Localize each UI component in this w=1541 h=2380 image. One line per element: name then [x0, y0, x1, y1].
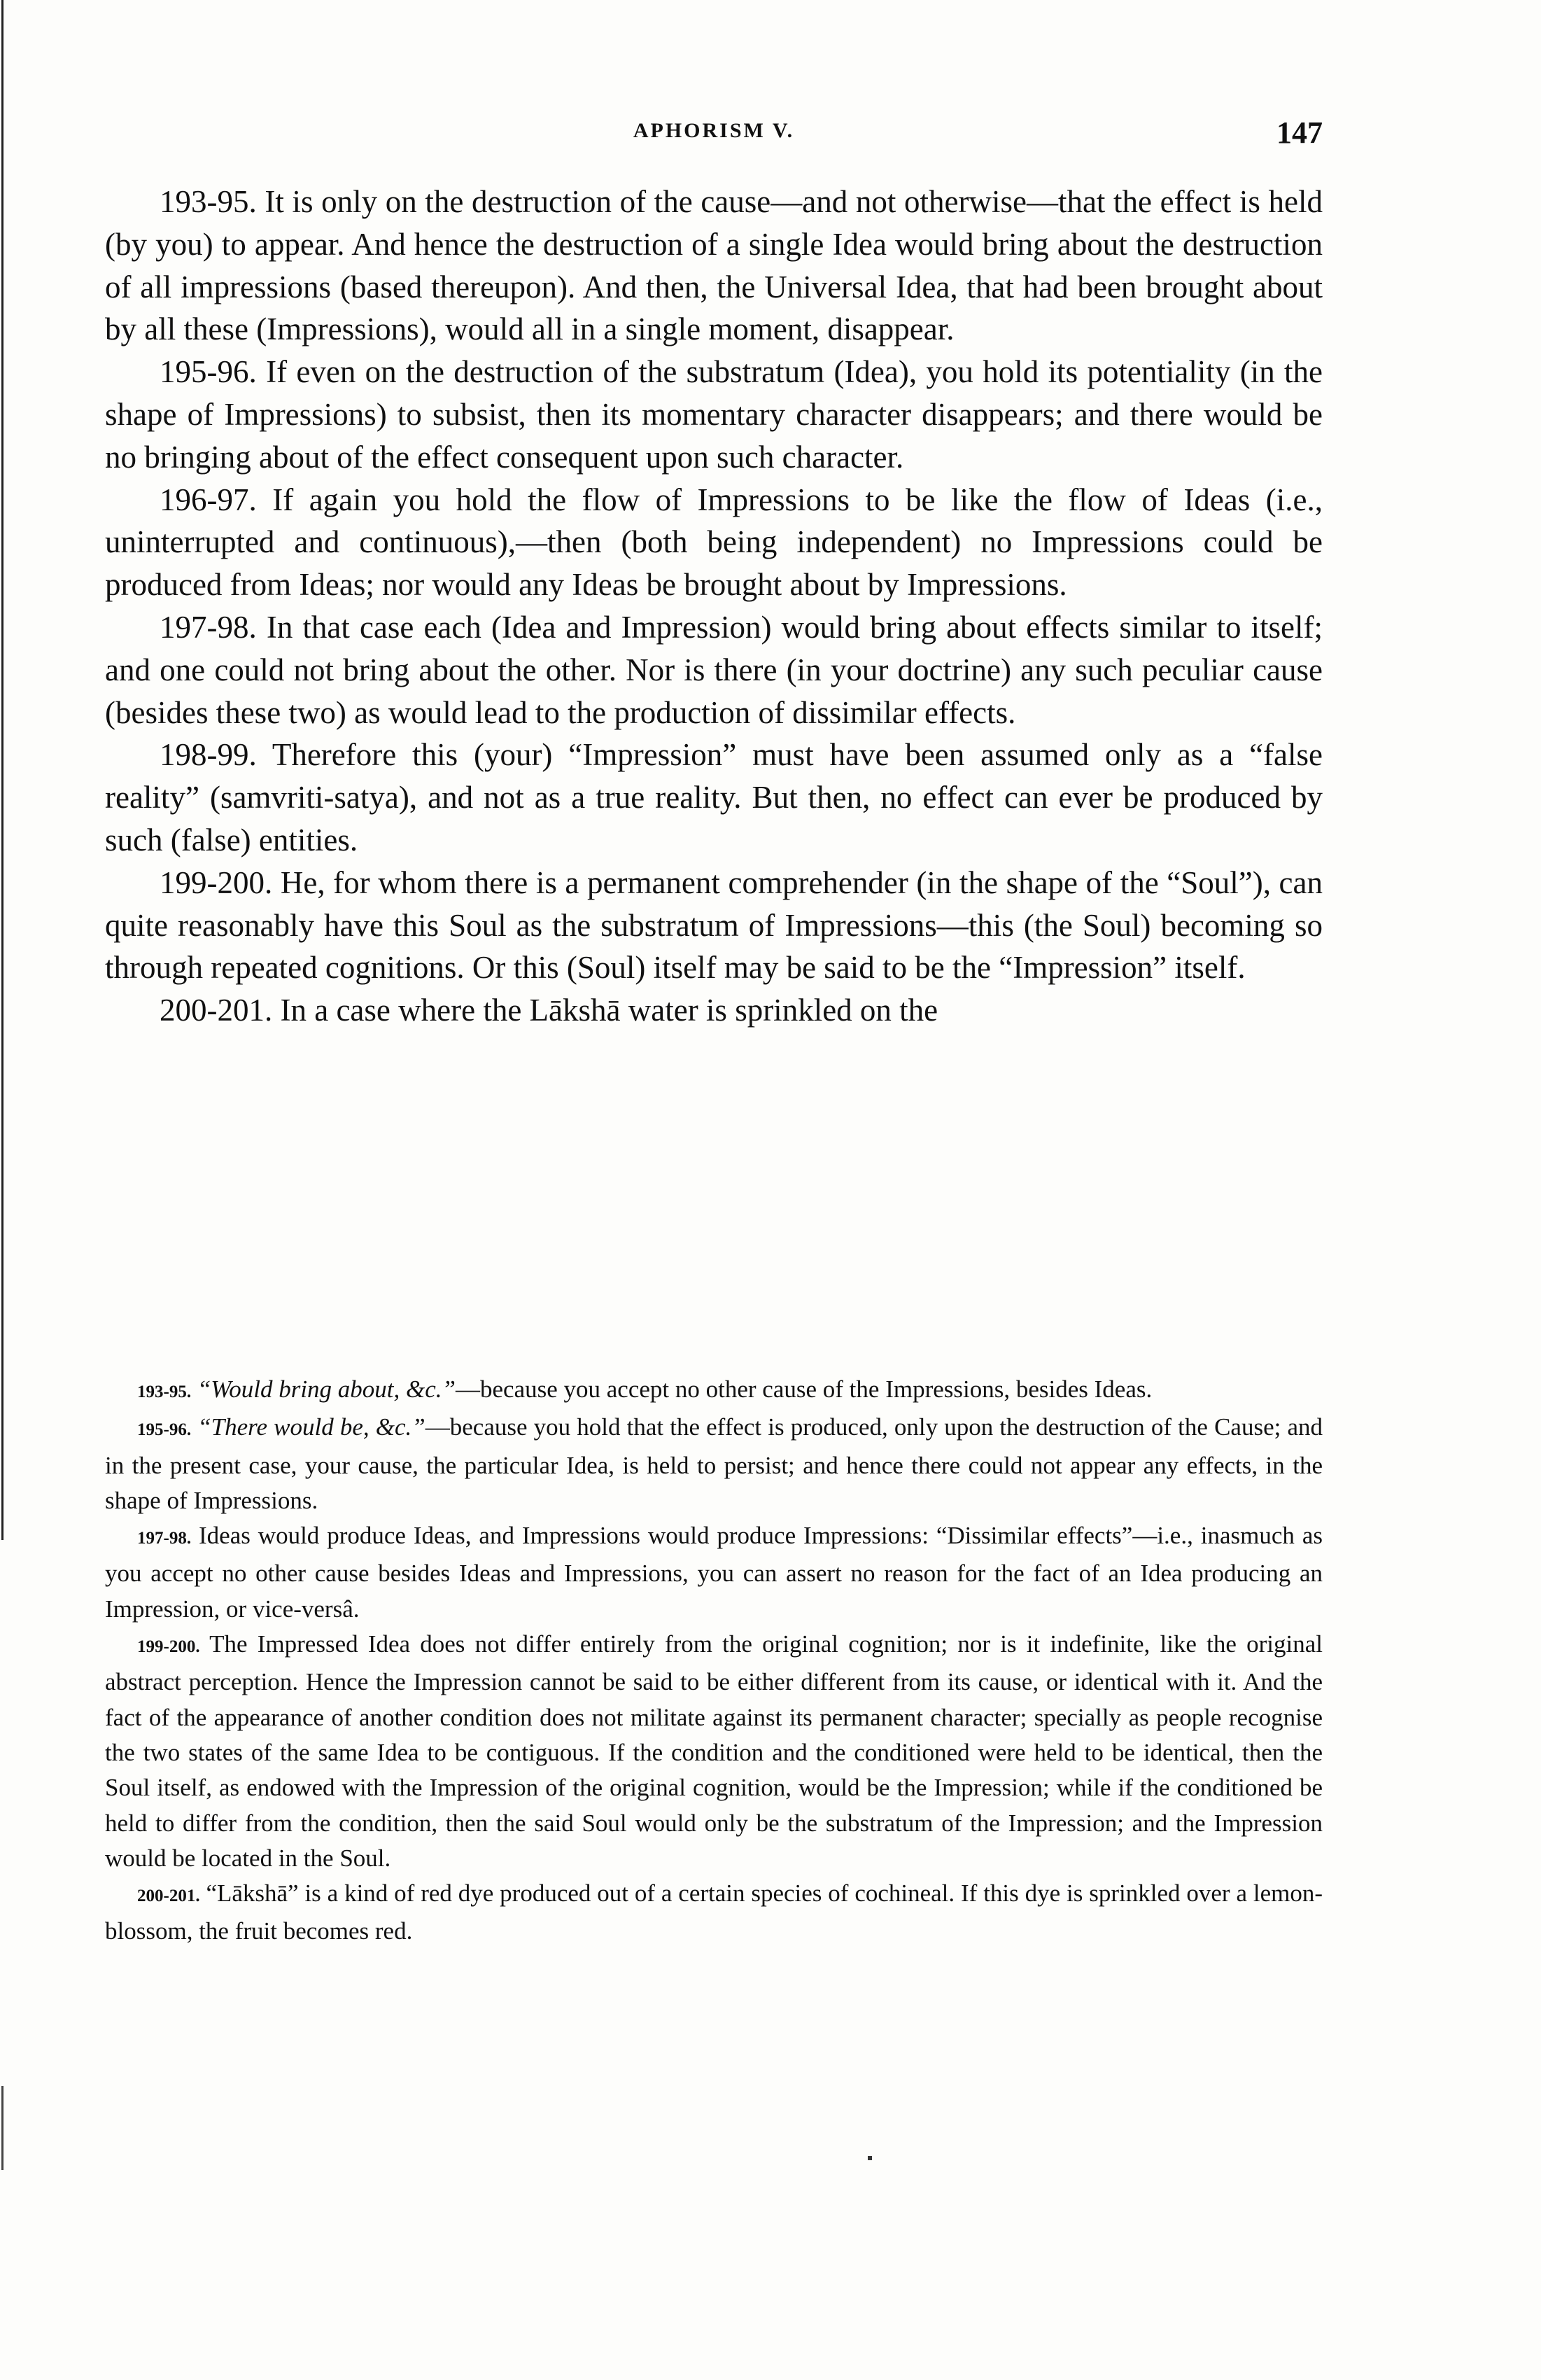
footnote	[105, 1876, 1323, 1949]
paragraph-text: If again you hold the flow of Impressions to be like the flow of Ideas (i.e., uninterrupted and continuous),—then (both being independent) no Impressions could be produced from Ideas; nor would any Ideas be brought about by Impressions.	[105, 482, 1323, 603]
footnote-number: 199-200.	[137, 1637, 200, 1657]
footnote-number: 195-96.	[137, 1420, 192, 1440]
paragraph-number: 199-200.	[160, 864, 273, 900]
main-text	[105, 181, 1323, 1032]
footnote-text: Ideas would produce Ideas, and Impressions would produce Impressions: “Dissimilar effects”—i.e., inasmuch as you accept no other cause besides Ideas and Impressions, you can assert no reason for the fact of an Idea producing an Impression, or vice-versâ.	[105, 1522, 1323, 1623]
paragraph-text: If even on the destruction of the substratum (Idea), you hold its potentiality (in the shape of Impressions) to subsist, then its momentary character disappears; and there would be no bringing about of the effect consequent upon such character.	[105, 354, 1323, 475]
paragraph	[105, 734, 1323, 861]
paragraph-text: Therefore this (your) “Impression” must have been assumed only as a “false reality” (samvriti-satya), and not as a true reality. But then, no effect can ever be produced by such (false) entities.	[105, 737, 1323, 858]
paragraph	[105, 479, 1323, 606]
paragraph-number: 195-96.	[160, 354, 257, 390]
scan-edge-line	[1, 0, 3, 1540]
paragraph	[105, 989, 1323, 1032]
footnote-number: 200-201.	[137, 1886, 200, 1906]
footnote-quote: “There would be, &c.”	[197, 1413, 425, 1441]
footnote-text: “Lākshā” is a kind of red dye produced out of a certain species of cochineal. If this dye is sprinkled over a lemon-blossom, the fruit becomes red.	[105, 1879, 1323, 1945]
paragraph-text: He, for whom there is a permanent comprehender (in the shape of the “Soul”), can quite reasonably have this Soul as the substratum of Impressions—this (the Soul) becoming so through repeated cognitions. Or this (Soul) itself may be said to be the “Impression” itself.	[105, 864, 1323, 986]
paragraph	[105, 181, 1323, 351]
footnote	[105, 1627, 1323, 1876]
paragraph-number: 196-97.	[160, 482, 257, 517]
running-head: APHORISM V.	[633, 119, 795, 142]
page-header	[105, 115, 1323, 175]
footnote-number: 193-95.	[137, 1382, 192, 1401]
footnote	[105, 1518, 1323, 1627]
paragraph-text: It is only on the destruction of the cause—and not otherwise—that the effect is held (by you) to appear. And hence the destruction of a single Idea would bring about the destruction of all impressions (based thereupon). And then, the Universal Idea, that had been brought about by all these (Impressions), would all in a single moment, disappear.	[105, 184, 1323, 347]
footnotes	[105, 1372, 1323, 1949]
paragraph-number: 198-99.	[160, 737, 257, 773]
scan-edge-mark	[1, 2086, 3, 2170]
paragraph	[105, 606, 1323, 734]
paragraph-number: 200-201.	[160, 993, 273, 1028]
paragraph-number: 193-95.	[160, 184, 257, 219]
footnote-text: —because you accept no other cause of the Impressions, besides Ideas.	[456, 1376, 1153, 1403]
paragraph-number: 197-98.	[160, 609, 257, 645]
paragraph	[105, 351, 1323, 478]
paragraph	[105, 862, 1323, 989]
paragraph-text: In that case each (Idea and Impression) would bring about effects similar to itself; and one could not bring about the other. Nor is there (in your doctrine) any such peculiar cause (besides these two) as would lead to the production of dissimilar effects.	[105, 609, 1323, 730]
footnote	[105, 1410, 1323, 1518]
footnote-number: 197-98.	[137, 1529, 192, 1548]
paragraph-text: In a case where the Lākshā water is sprinkled on the	[280, 993, 938, 1028]
footnote-quote: “Would bring about, &c.”	[197, 1376, 456, 1403]
footnote-text: The Impressed Idea does not differ entirely from the original cognition; nor is it indefinite, like the original abstract perception. Hence the Impression cannot be said to be either different from its cause, or identical with it. And the fact of the appearance of another condition does not militate against its permanent character; specially as people recognise the two states of the same Idea to be contiguous. If the condition and the conditioned were held to be identical, then the Soul itself, as endowed with the Impression of the original cognition, would be the Impression; while if the conditioned be held to differ from the condition, then the said Soul would only be the substratum of the Impression; and the Impression would be located in the Soul.	[105, 1630, 1323, 1872]
ink-speck	[868, 2156, 872, 2160]
footnote-text: —because you hold that the effect is produced, only upon the destruction of the Cause; and in the present case, your cause, the particular Idea, is held to persist; and hence there could not appear any effects, in the shape of Impressions.	[105, 1413, 1323, 1514]
page-number: 147	[1276, 115, 1323, 150]
footnote	[105, 1372, 1323, 1410]
